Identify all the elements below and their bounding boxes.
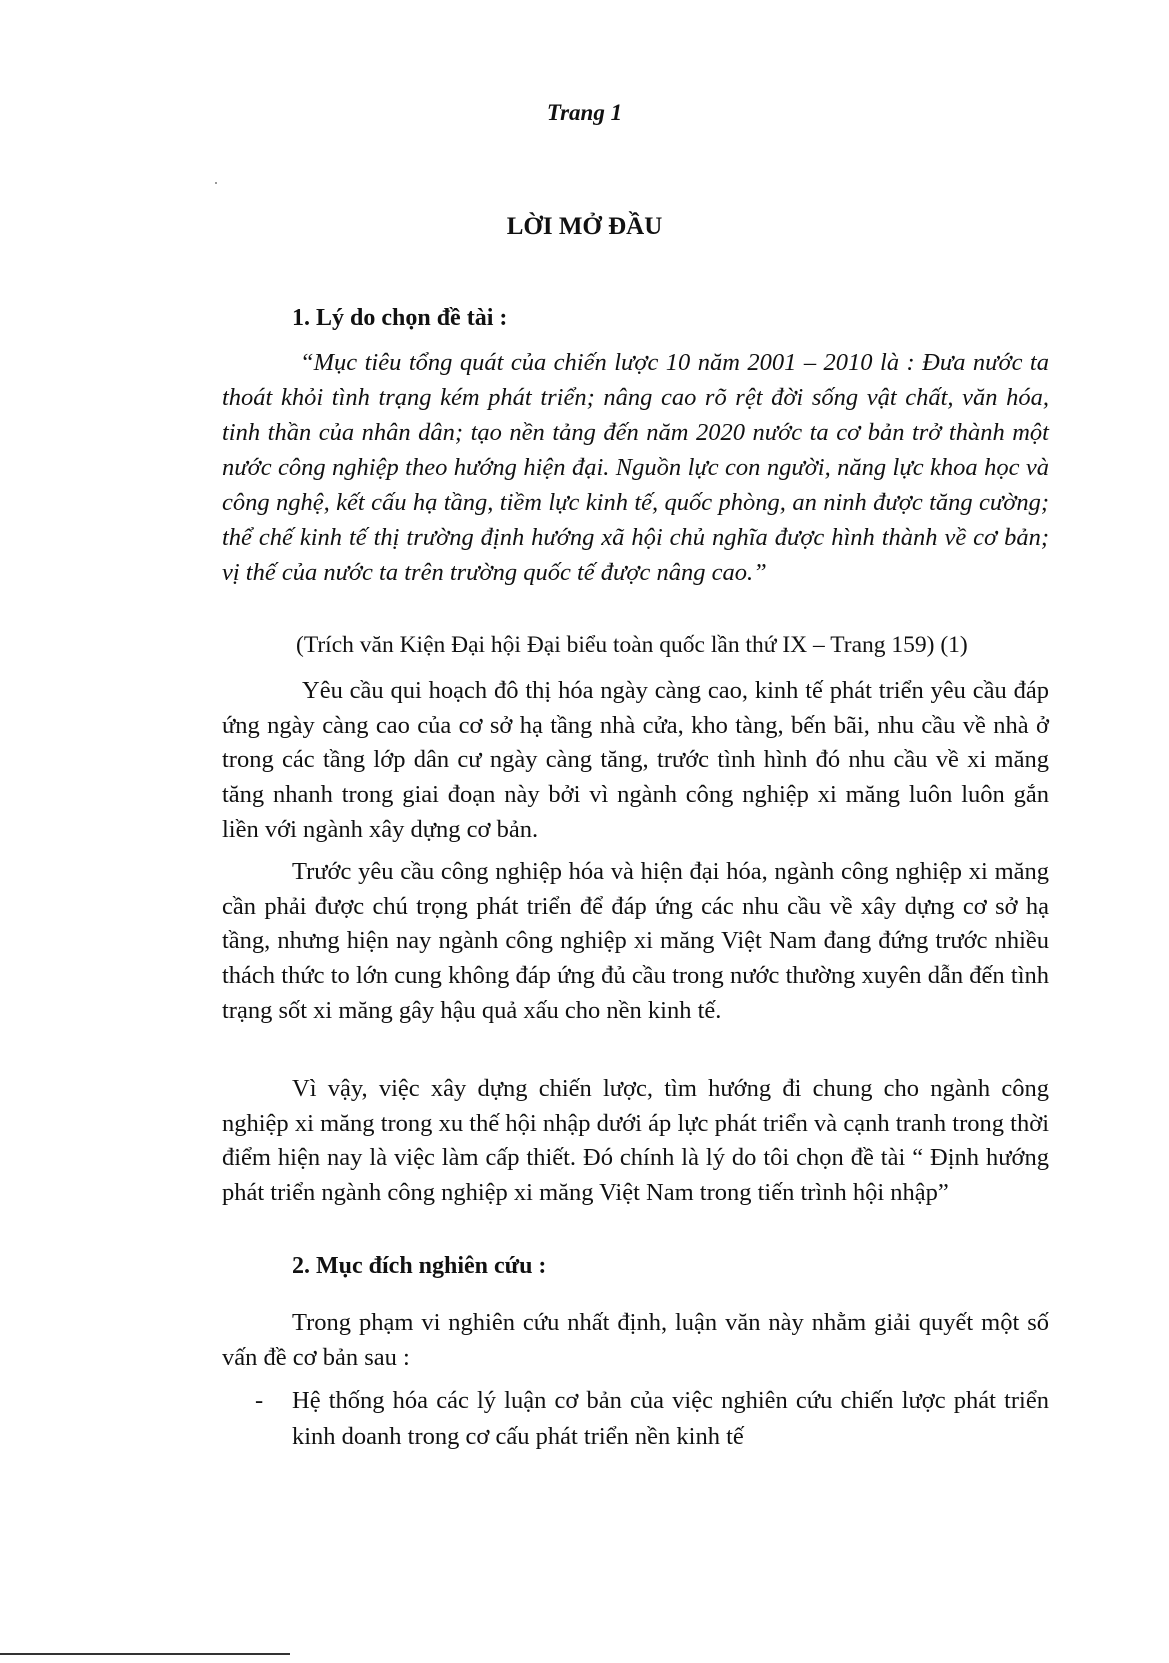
page-label: Trang 1	[546, 100, 623, 125]
document-title: LỜI MỞ ĐẦU	[506, 213, 663, 240]
body-paragraph: Vì vậy, việc xây dựng chiến lược, tìm hướng đi chung cho ngành công nghiệp xi măng trong xu thế hội nhập dưới áp lực phát triển và cạnh tranh trong thời điểm hiện nay là việc làm cấp thiết. Đó chính là lý do tôi chọn đề tài “ Định hướng phát triển ngành công nghiệp xi măng Việt Nam trong tiến trình hội nhập”	[222, 1075, 1049, 1207]
body-paragraph: Trước yêu cầu công nghiệp hóa và hiện đại hóa, ngành công nghiệp xi măng cần phải được chú trọng phát triển để đáp ứng các nhu cầu về xây dựng cơ sở hạ tầng, nhưng hiện nay ngành công nghiệp xi măng Việt Nam đang đứng trước nhiều thách thức to lớn cung không đáp ứng đủ cầu trong nước thường xuyên dẫn đến tình trạng sốt xi măng gây hậu quả xấu cho nền kinh tế.	[222, 858, 1049, 1024]
section-heading-purpose: 2. Mục đích nghiên cứu :	[292, 1253, 547, 1279]
body-paragraph: Trong phạm vi nghiên cứu nhất định, luận văn này nhằm giải quyết một số vấn đề cơ bản sau :	[222, 1309, 1049, 1371]
quote-paragraph: “Mục tiêu tổng quát của chiến lược 10 năm 2001 – 2010 là : Đưa nước ta thoát khỏi tình trạng kém phát triển; nâng cao rõ rệt đời sống vật chất, văn hóa, tinh thần của nhân dân; tạo nền tảng đến năm 2020 nước ta cơ bản trở thành một nước công nghiệp theo hướng hiện đại. Nguồn lực con người, năng lực khoa học và công nghệ, kết cấu hạ tầng, tiềm lực kinh tế, quốc phòng, an ninh được tăng cường; thể chế kinh tế thị trường định hướng xã hội chủ nghĩa được hình thành về cơ bản; vị thế của nước ta trên trường quốc tế được nâng cao.”	[222, 349, 1049, 586]
section-heading-reason: 1. Lý do chọn đề tài :	[292, 305, 508, 331]
bullet-marker: -	[255, 1387, 264, 1414]
footer-rule	[0, 1653, 290, 1655]
quote-citation: (Trích văn Kiện Đại hội Đại biểu toàn quốc lần thứ IX – Trang 159) (1)	[296, 632, 968, 658]
bullet-item: Hệ thống hóa các lý luận cơ bản của việc nghiên cứu chiến lược phát triển kinh doanh trong cơ cấu phát triển nền kinh tế	[292, 1387, 1049, 1450]
scan-speck	[215, 182, 217, 184]
body-paragraph: Yêu cầu qui hoạch đô thị hóa ngày càng cao, kinh tế phát triển yêu cầu đáp ứng ngày càng cao của cơ sở hạ tầng nhà cửa, kho tàng, bến bãi, nhu cầu về nhà ở trong các tầng lớp dân cư ngày càng tăng, trước tình hình đó nhu cầu về xi măng tăng nhanh trong giai đoạn này bởi vì ngành công nghiệp xi măng luôn luôn gắn liền với ngành xây dựng cơ bản.	[222, 677, 1049, 843]
